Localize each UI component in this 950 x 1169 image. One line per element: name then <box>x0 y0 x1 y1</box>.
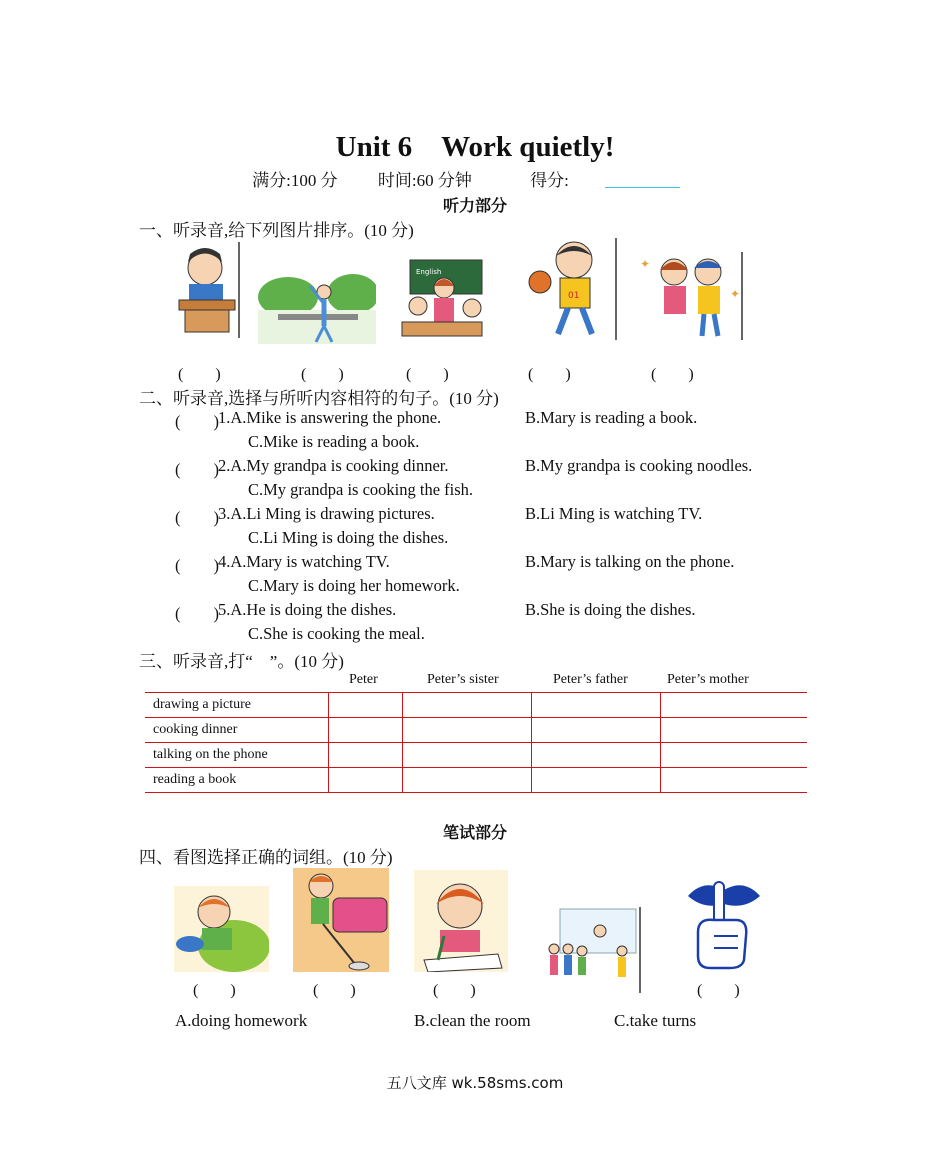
classroom-picture <box>400 258 484 340</box>
exercise-outdoors-picture <box>258 262 376 344</box>
q1-blank-3[interactable]: ( ) <box>406 366 449 383</box>
row-label: talking on the phone <box>145 743 329 768</box>
q1-blank-1[interactable]: ( ) <box>178 366 221 383</box>
q2-item-5-blank[interactable]: ( ) <box>175 604 219 623</box>
q2-item-1-blank[interactable]: ( ) <box>175 412 219 431</box>
q4-heading: 四、看图选择正确的词组。(10 分) <box>139 848 393 867</box>
two-kids-picture <box>638 250 746 342</box>
check-cell[interactable] <box>661 718 808 743</box>
check-cell[interactable] <box>661 693 808 718</box>
listening-section-header: 听力部分 <box>442 198 507 215</box>
girl-writing-picture <box>414 870 508 972</box>
check-cell[interactable] <box>403 718 532 743</box>
row-label: reading a book <box>145 768 329 793</box>
footer-watermark: 五八文库 wk.58sms.com <box>386 1074 564 1092</box>
q2-item-5-option-c: C.She is cooking the meal. <box>248 624 425 643</box>
q4-option-b: B.clean the room <box>414 1011 531 1030</box>
q3-col-mother: Peter’s mother <box>667 672 749 687</box>
q4-blank-1[interactable]: ( ) <box>193 982 236 999</box>
q3-heading: 三、听录音,打“ ”。(10 分) <box>139 652 344 671</box>
q2-item-3-option-a: 3.A.Li Ming is drawing pictures. <box>218 504 435 523</box>
check-cell[interactable] <box>661 768 808 793</box>
q2-item-3-option-b: B.Li Ming is watching TV. <box>525 504 703 523</box>
score-field: 得分: <box>512 166 698 191</box>
table-row <box>145 743 807 768</box>
svg-text:English: English <box>416 268 442 276</box>
check-cell[interactable] <box>403 743 532 768</box>
q2-item-2-option-a: 2.A.My grandpa is cooking dinner. <box>218 456 449 475</box>
q3-col-sister: Peter’s sister <box>427 672 499 687</box>
q2-item-4-option-a: 4.A.Mary is watching TV. <box>218 552 390 571</box>
people-in-line-picture <box>546 905 644 995</box>
q1-blank-4[interactable]: ( ) <box>528 366 571 383</box>
check-cell[interactable] <box>329 743 403 768</box>
q3-col-peter: Peter <box>349 672 378 687</box>
q2-item-5-option-a: 5.A.He is doing the dishes. <box>218 600 397 619</box>
q4-blank-2[interactable]: ( ) <box>313 982 356 999</box>
q2-item-3-option-c: C.Li Ming is doing the dishes. <box>248 528 449 547</box>
q3-col-father: Peter’s father <box>553 672 628 687</box>
boy-basketball-picture <box>526 236 620 342</box>
check-cell[interactable] <box>329 768 403 793</box>
check-cell[interactable] <box>403 693 532 718</box>
check-cell[interactable] <box>532 768 661 793</box>
q3-table <box>145 692 807 793</box>
quiet-sign-picture <box>684 876 764 970</box>
full-marks: 满分:100 分 <box>252 171 338 190</box>
q4-option-a: A.doing homework <box>175 1011 308 1030</box>
row-label: cooking dinner <box>145 718 329 743</box>
page-title: Unit 6 Work quietly! <box>335 131 615 163</box>
q1-blank-2[interactable]: ( ) <box>301 366 344 383</box>
check-cell[interactable] <box>532 743 661 768</box>
q1-blank-5[interactable]: ( ) <box>651 366 694 383</box>
q2-item-1-option-c: C.Mike is reading a book. <box>248 432 420 451</box>
q2-item-5-option-b: B.She is doing the dishes. <box>525 600 696 619</box>
check-cell[interactable] <box>532 693 661 718</box>
q1-heading: 一、听录音,给下列图片排序。(10 分) <box>139 221 414 240</box>
table-row <box>145 718 807 743</box>
check-cell[interactable] <box>329 693 403 718</box>
svg-text:✦: ✦ <box>640 257 651 271</box>
q4-option-c: C.take turns <box>614 1011 697 1030</box>
q2-heading: 二、听录音,选择与所听内容相符的句子。(10 分) <box>139 389 499 408</box>
writing-section-header: 笔试部分 <box>442 825 507 842</box>
exam-meta <box>0 166 950 191</box>
q2-item-4-option-c: C.Mary is doing her homework. <box>248 576 460 595</box>
check-cell[interactable] <box>403 768 532 793</box>
girl-on-phone-picture <box>174 886 269 972</box>
q4-blank-3[interactable]: ( ) <box>433 982 476 999</box>
girl-cleaning-picture <box>293 868 389 972</box>
svg-text:01: 01 <box>568 291 580 301</box>
table-row <box>145 768 807 793</box>
q2-item-2-blank[interactable]: ( ) <box>175 460 219 479</box>
check-cell[interactable] <box>329 718 403 743</box>
q2-item-2-option-c: C.My grandpa is cooking the fish. <box>248 480 474 499</box>
time-limit: 时间:60 分钟 <box>377 171 472 190</box>
q2-item-2-option-b: B.My grandpa is cooking noodles. <box>525 456 753 475</box>
q2-item-3-blank[interactable]: ( ) <box>175 508 219 527</box>
q4-blank-4[interactable]: ( ) <box>697 982 740 999</box>
q2-item-4-blank[interactable]: ( ) <box>175 556 219 575</box>
q2-item-4-option-b: B.Mary is talking on the phone. <box>525 552 735 571</box>
svg-text:✦: ✦ <box>730 287 741 301</box>
q2-item-1-option-b: B.Mary is reading a book. <box>525 408 698 427</box>
check-cell[interactable] <box>532 718 661 743</box>
check-cell[interactable] <box>661 743 808 768</box>
table-row <box>145 693 807 718</box>
score-blank[interactable] <box>605 171 680 188</box>
q2-item-1-option-a: 1.A.Mike is answering the phone. <box>218 408 442 427</box>
boy-at-desk-picture <box>175 240 243 340</box>
row-label: drawing a picture <box>145 693 329 718</box>
